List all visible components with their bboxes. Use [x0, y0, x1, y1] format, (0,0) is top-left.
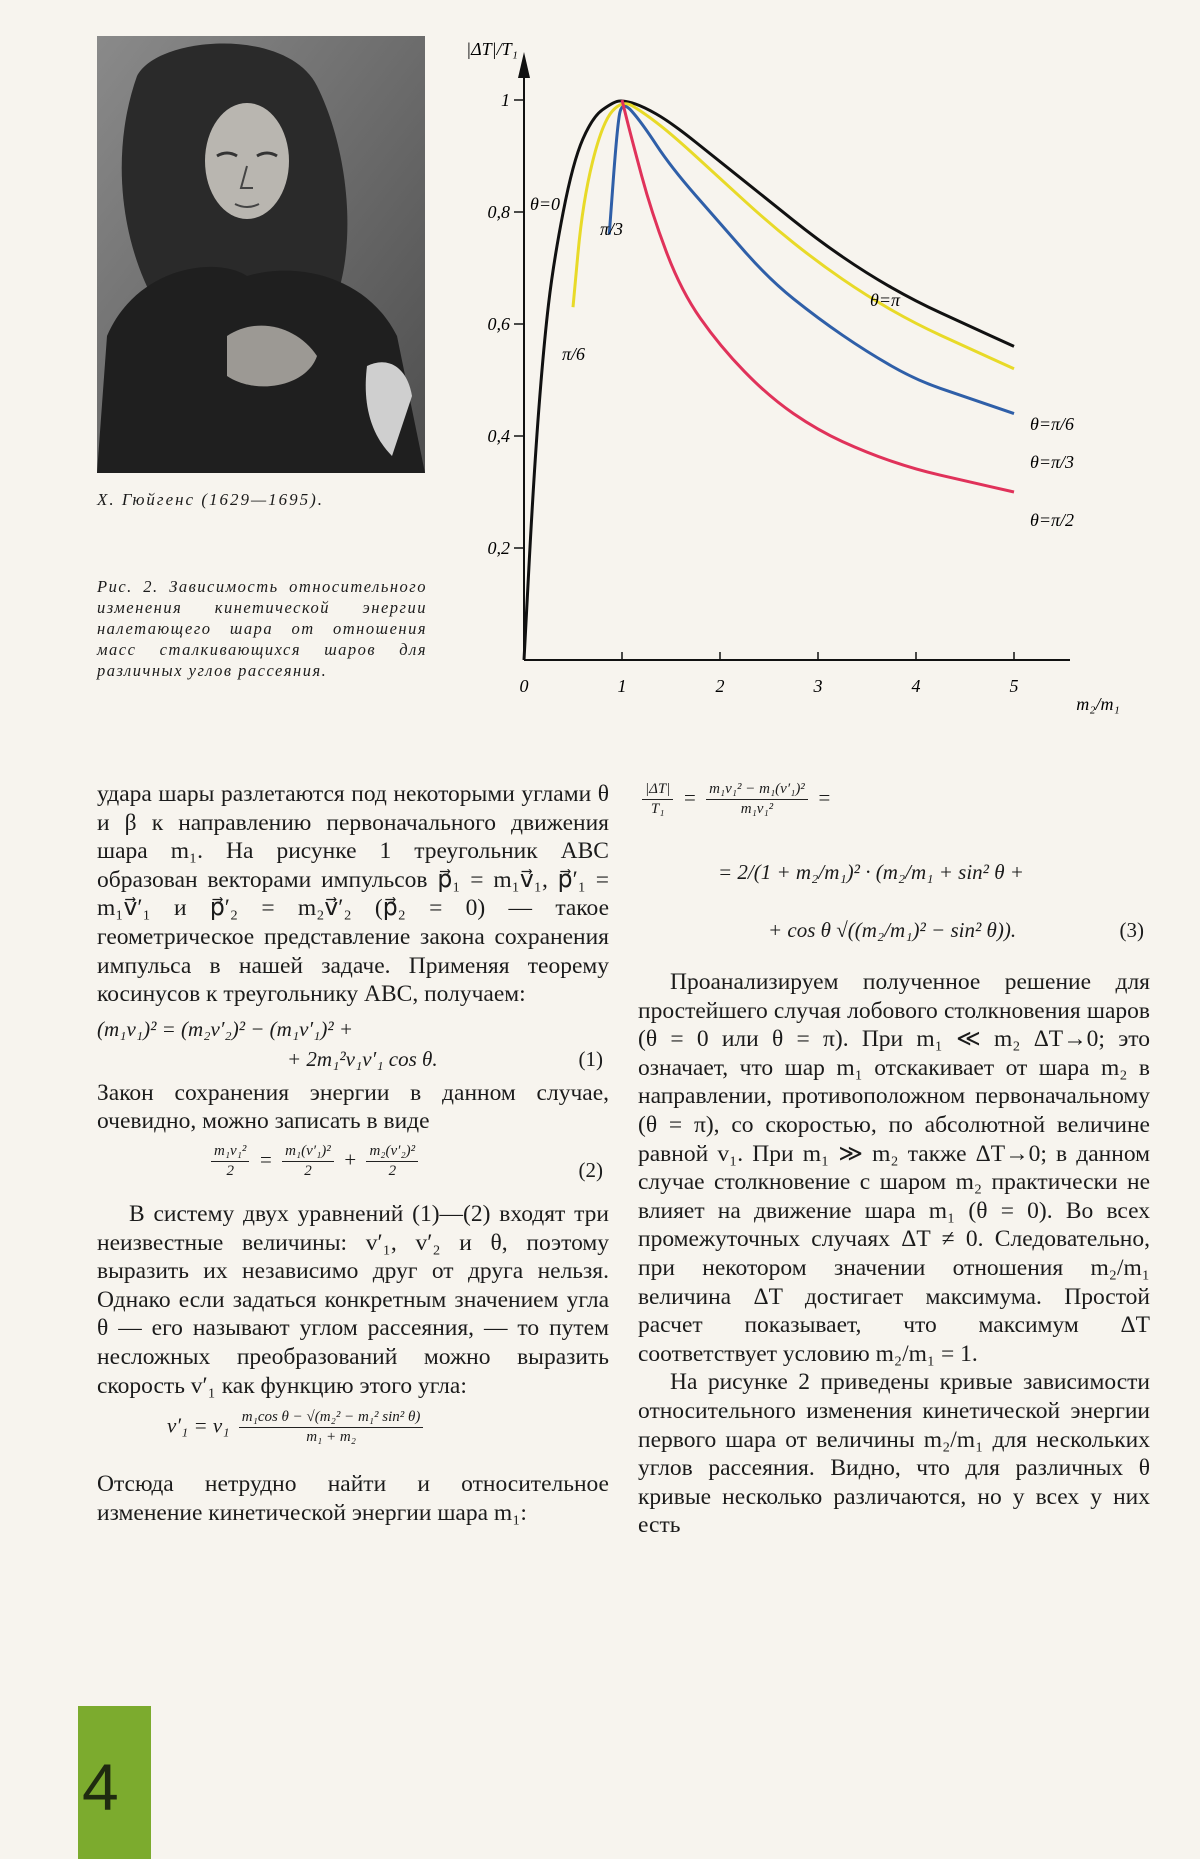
portrait-image — [97, 36, 425, 473]
eq3-lhs: $\frac{|\Delta T|}{\text{T₁}}$ — [642, 780, 673, 819]
y-axis-label: |ΔT|/T₁ — [466, 39, 518, 59]
equation-1-line-1: (m₁v₁)² = (m₂v′₂)² − (m₁v′₁)² + — [97, 1016, 354, 1041]
eq2-frac-c: $\frac{\text{m₂(v′₂)²}}{2}$ — [366, 1142, 418, 1181]
equation-3-line-2: = 2/(1 + m₂/m₁)² · (m₂/m₁ + sin² θ + — [718, 860, 1024, 884]
eq2-frac-a: $\frac{\text{m₁v₁²}}{2}$ — [211, 1142, 249, 1181]
portrait-caption: Х. Гюйгенс (1629—1695). — [97, 490, 325, 509]
eq2-frac-b: $\frac{\text{m₁(v′₁)²}}{2}$ — [282, 1142, 334, 1181]
x-tick-label-1: 1 — [617, 676, 627, 696]
eq-v-lhs: v′₁ = v₁ — [167, 1413, 230, 1438]
left-paragraph-4: Отсюда нетрудно найти и относительное изменение кинетической энергии шара m₁: — [97, 1471, 609, 1526]
page-number: 4 — [82, 1750, 119, 1824]
right-paragraph-2: На рисунке 2 приведены кривые зависимости относительного изменения кинетической энергии первого шара от величины m₂/m₁ для нескольких углов рассеяния. Видно, что для различных θ кривые несколько различаются, но у всех у них есть — [638, 1369, 1150, 1539]
x-tick-label-0: 0 — [519, 676, 529, 696]
eq3-r1: $\frac{\text{m₁v₁² − m₁(v′₁)²}}{\text{m₁v₁²}}$ — [706, 780, 808, 819]
label-theta-pi6: θ=π/6 — [1030, 414, 1075, 434]
y-tick-label-3: 0,8 — [487, 202, 510, 222]
equation-3-number: (3) — [1119, 918, 1144, 942]
equation-3-rhs: + cos θ √((m₂/m₁)² − sin² θ)). — [768, 918, 1017, 942]
y-tick-label-1: 0,4 — [487, 426, 510, 446]
x-tick-label-5: 5 — [1009, 676, 1019, 696]
left-paragraph-2: Закон сохранения энергии в данном случае, очевидно, можно записать в виде — [97, 1079, 609, 1135]
y-axis-arrow — [518, 52, 530, 78]
label-theta-pi: θ=π — [870, 290, 901, 310]
y-tick-label-2: 0,6 — [487, 314, 510, 334]
series-line-1 — [573, 104, 1014, 369]
x-tick-label-2: 2 — [715, 676, 725, 696]
label-theta-pi3: θ=π/3 — [1030, 452, 1075, 472]
series-line-3 — [622, 100, 1014, 492]
x-tick-label-3: 3 — [813, 676, 823, 696]
equation-3-line-1: $\frac{|\Delta T|}{\text{T₁}}$ = $\frac{\text{m₁v₁² − m₁(v′₁)²}}{\text{m₁v₁²}}$ = — [638, 780, 1150, 842]
label-pi3-top: π/3 — [600, 219, 624, 239]
equation-1-number: (1) — [578, 1046, 603, 1071]
left-column — [97, 780, 609, 1527]
left-paragraph-1: удара шары разлетаются под некоторыми углами θ и β к направлению первоначального движения шара m₁. На рисунке 1 треугольник ABC образован векторами импульсов p⃗₁ = m₁v⃗₁, p⃗′₁ = m₁v⃗′₁ и p⃗′₂ = m₂v⃗′₂ (p⃗₂ = 0) — такое геометрическое представление закона сохранения импульса в нашей задаче. Применяя теорему косинусов к треугольнику ABC, получаем: — [97, 781, 609, 1008]
label-pi6-left: π/6 — [562, 344, 586, 364]
figure-caption: Рис. 2. Зависимость относительного изменения кинетической энергии налетающего шара от отношения масс сталкивающихся шаров для различных углов рассеяния. — [97, 577, 427, 680]
x-axis-label: m₂/m₁ — [1076, 694, 1120, 714]
equation-1-line-2 — [97, 1045, 609, 1079]
equation-v — [97, 1408, 609, 1470]
left-paragraph-3: В систему двух уравнений (1)—(2) входят три неизвестные величины: v′₁, v′₂ и θ, поэтому выразить их независимо друг от друга нельзя. Однако если задаться конкретным значением угла θ — его называют углом рассеяния, — то путем несложных преобразований можно выразить скорость v′₁ как функцию этого угла: — [97, 1200, 609, 1399]
y-tick-label-0: 0,2 — [487, 538, 510, 558]
portrait-engraving — [97, 36, 425, 473]
energy-ratio-chart — [430, 20, 1130, 760]
series-line-0 — [524, 101, 1014, 660]
label-theta-0: θ=0 — [530, 194, 560, 214]
equation-2-number: (2) — [578, 1157, 603, 1182]
right-paragraph-1: Проанализируем полученное решение для простейшего случая лобового столкновения шаров (θ = 0 или θ = π). При m₁ ≪ m₂ ΔT→0; это означает, что шар m₁ отскакивает от шара m₂ в направлении, противоположном первоначальному (θ = π), со скоростью, по абсолютной величине равной v₁. При m₁ ≫ m₂ также ΔT→0; в данном случае столкновение с шаром m₂ практически не влияет на движение шара m₁ (θ = 0). Во всех промежуточных случаях ΔT ≠ 0. Следовательно, при некотором значении отношения m₂/m₁ величина ΔT достигает максимума. Простой расчет показывает, что максимум ΔT соответствует условию m₂/m₁ = 1. — [638, 969, 1150, 1367]
equation-1-rhs: + 2m₁²v₁v′₁ cos θ. — [287, 1046, 438, 1071]
equation-2: $\frac{\text{m₁v₁²}}{2}$ = $\frac{\text{m₁(v′₁)²}}{2}$ + $\frac{\text{m₂(v′₂)²}}{2}$ (2) — [97, 1142, 609, 1200]
x-tick-label-4: 4 — [911, 676, 921, 696]
y-tick-label-4: 1 — [501, 90, 510, 110]
label-theta-pi2: θ=π/2 — [1030, 510, 1075, 530]
right-column — [638, 780, 1150, 1540]
eq-v-frac: $\frac{\text{m₁cos θ − √(m₂² − m₁² sin² θ)}}{\text{m₁ + m₂}}$ — [239, 1408, 424, 1447]
equation-3-line-3 — [638, 902, 1150, 958]
